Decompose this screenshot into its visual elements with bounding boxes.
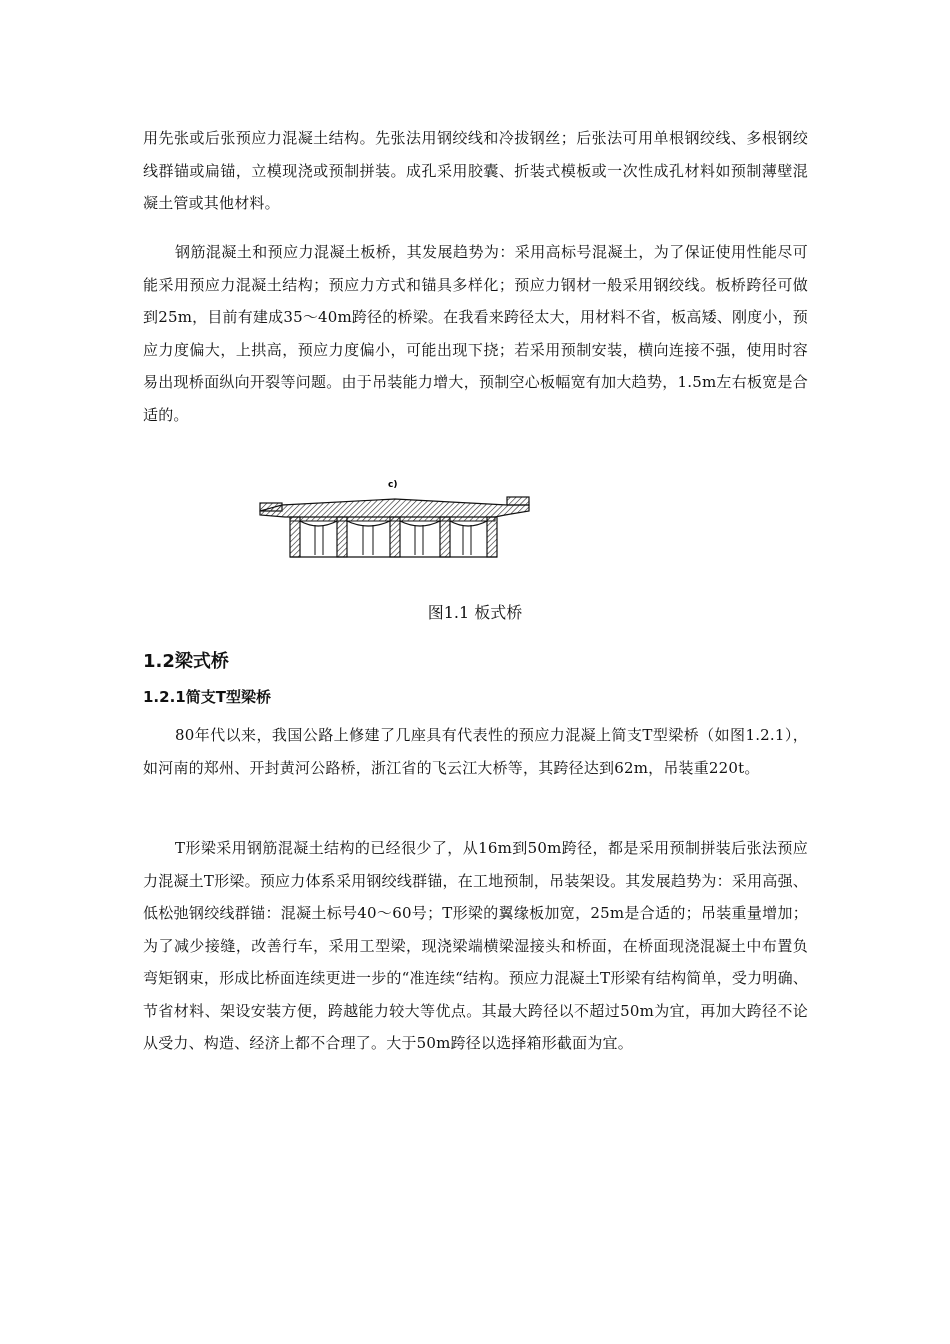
figure-caption: 图1.1 板式桥 bbox=[427, 603, 523, 622]
web-5 bbox=[487, 517, 497, 557]
web-3 bbox=[390, 517, 400, 557]
paragraph-prestress-methods: 用先张或后张预应力混凝土结构。先张法用钢绞线和冷拔钢丝；后张法可用单根钢绞线、多根钢绞线群锚或扁锚，立模现浇或预制拼装。成孔采用胶囊、折装式模板或一次性成孔材料如预制薄壁混凝土管或其他材料。 bbox=[143, 129, 808, 212]
web-4 bbox=[440, 517, 450, 557]
paragraph-t-beam-trends: T形梁采用钢筋混凝土结构的已经很少了，从16m到50m跨径，都是采用预制拼装后张法预应力混凝土T形梁。预应力体系采用钢绞线群锚，在工地预制，吊装架设。其发展趋势为：采用高强、低松弛钢绞线群锚：混凝土标号40～60号；T形梁的翼缘板加宽，25m是合适的；吊装重量增加；为了减少接缝，改善行车，采用工型梁，现浇梁端横梁湿接头和桥面，在桥面现浇混凝土中布置负弯矩钢束，形成比桥面连续更进一步的“准连续“结构。预应力混凝土T形梁有结构简单，受力明确、节省材料、架设安装方便，跨越能力较大等优点。其最大跨径以不超过50m为宜，再加大跨径不论从受力、构造、经济上都不合理了。大于50m跨径以选择箱形截面为宜。 bbox=[143, 839, 808, 1052]
web-2 bbox=[337, 517, 347, 557]
figure-sub-label: c) bbox=[388, 480, 398, 490]
subsection-heading-t-beam: 1.2.1简支T型梁桥 bbox=[143, 688, 271, 706]
bridge-cross-section-drawing bbox=[255, 475, 535, 565]
paragraph-t-beam-history: 80年代以来，我国公路上修建了几座具有代表性的预应力混凝上简支T型梁桥（如图1.2.1），如河南的郑州、开封黄河公路桥，浙江省的飞云江大桥等，其跨径达到62m，吊装重220t。 bbox=[143, 726, 808, 777]
deck-slab bbox=[260, 499, 529, 517]
web-1 bbox=[290, 517, 300, 557]
section-heading-beam-bridge: 1.2梁式桥 bbox=[143, 651, 229, 672]
paragraph-slab-bridge-trends: 钢筋混凝土和预应力混凝土板桥，其发展趋势为：采用高标号混凝土，为了保证使用性能尽可能采用预应力混凝土结构；预应力方式和锚具多样化；预应力钢材一般采用钢绞线。板桥跨径可做到25m，目前有建成35～40m跨径的桥梁。在我看来跨径太大，用材料不省，板高矮、刚度小，预应力度偏大，上拱高，预应力度偏小，可能出现下挠；若采用预制安装，横向连接不强，使用时容易出现桥面纵向开裂等问题。由于吊装能力增大，预制空心板幅宽有加大趋势，1.5m左右板宽是合适的。 bbox=[143, 243, 808, 424]
right-curb bbox=[507, 497, 529, 505]
slab-bridge-cross-section-figure bbox=[255, 475, 535, 565]
